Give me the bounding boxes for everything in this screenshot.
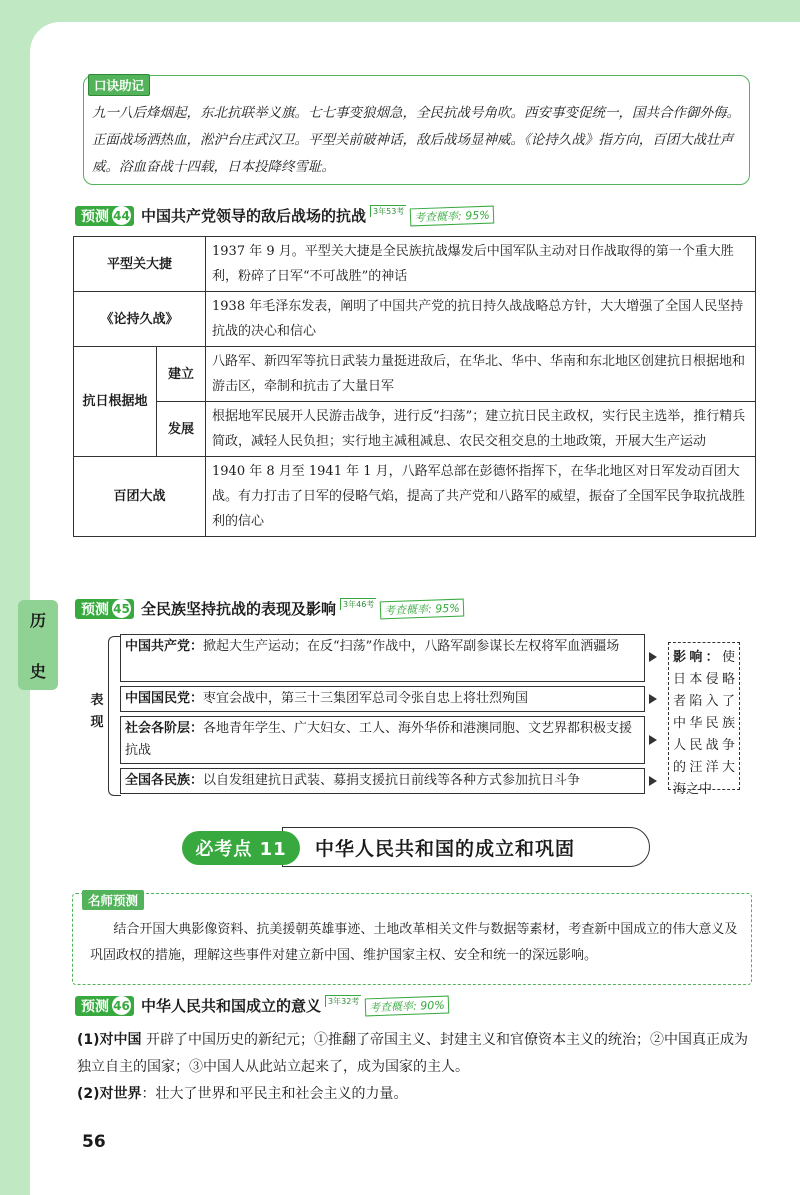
- significance-china: [77, 1027, 752, 1081]
- exam-probability: 考查概率: 95%: [410, 205, 494, 226]
- impact-head: 影响：: [673, 650, 722, 665]
- teacher-prediction-text: 结合开国大典影像资料、抗美援朝英雄事迹、土地改革相关文件与数据等素材，考查新中国成立的伟大意义及巩固政权的措施，理解这些事件对建立新中国、维护国家主权、安全和统一的深远影响。: [90, 922, 738, 963]
- key-point-header: [182, 825, 650, 871]
- item-head: 中国共产党：: [125, 639, 204, 654]
- significance-world: [77, 1081, 752, 1108]
- prediction-45-header: [75, 598, 464, 619]
- item-body: 以自发组建抗日武装、募捐支援抗日前线等各种方式参加抗日斗争: [203, 773, 581, 788]
- subject-tab-char: 历: [29, 611, 46, 630]
- prediction-label: 预测: [81, 998, 109, 1015]
- prediction-title: 中华人民共和国成立的意义: [141, 997, 322, 1015]
- arrow-icon: [649, 652, 657, 662]
- sub-head: 建立: [157, 347, 206, 402]
- key-point-badge: 必考点 11: [182, 831, 300, 865]
- row-body: 八路军、新四军等抗日武装力量挺进敌后，在华北、华中、华南和东北地区创建抗日根据地和游击区，牵制和抗击了大量日军: [206, 347, 756, 402]
- page-number: 56: [82, 1132, 106, 1152]
- prediction-badge: [75, 206, 134, 226]
- para-head: (1)对中国: [77, 1032, 142, 1048]
- row-body: 1938 年毛泽东发表，阐明了中国共产党的抗日持久战战略总方针，大大增强了全国人民坚持抗战的决心和信心: [206, 292, 756, 347]
- prediction-badge: [75, 599, 134, 619]
- key-point-title: 中华人民共和国的成立和巩固: [282, 827, 650, 867]
- prediction-46-content: [77, 1027, 752, 1108]
- para-body: 开辟了中国历史的新纪元；①推翻了帝国主义、封建主义和官僚资本主义的统治；②中国真正成为独立自主的国家；③中国人从此站立起来了，成为国家的主人。: [77, 1032, 748, 1075]
- arrow-icon: [649, 694, 657, 704]
- teacher-prediction-tag: 名师预测: [82, 890, 144, 910]
- table-row: [74, 237, 756, 292]
- manifestation-item: [120, 716, 645, 764]
- prediction-label: 预测: [81, 601, 109, 618]
- label-char: 表: [90, 693, 104, 708]
- prediction-46-header: [75, 995, 449, 1016]
- para-head: (2)对世界: [77, 1086, 142, 1102]
- exam-frequency: 3年46考: [340, 598, 376, 610]
- arrow-icon: [649, 735, 657, 745]
- mnemonic-tag: 口诀助记: [88, 74, 150, 96]
- table-row: [74, 457, 756, 537]
- subject-tab-char: 史: [29, 662, 46, 681]
- prediction-title: 全民族坚持抗战的表现及影响: [141, 600, 337, 618]
- manifestation-label: [88, 690, 106, 734]
- row-body: 1940 年 8 月至 1941 年 1 月，八路军总部在彭德怀指挥下，在华北地区对日军发动百团大战。有力打击了日军的侵略气焰，提高了共产党和八路军的威望，振奋了全国军民争取抗战胜利的信心: [206, 457, 756, 537]
- item-body: 各地青年学生、广大妇女、工人、海外华侨和港澳同胞、文艺界都积极支援抗战: [125, 721, 633, 758]
- prediction-number: 46: [112, 996, 131, 1015]
- item-body: 枣宜会战中，第三十三集团军总司令张自忠上将壮烈殉国: [203, 691, 529, 706]
- row-head: 抗日根据地: [74, 347, 157, 457]
- para-body: ：壮大了世界和平民主和社会主义的力量。: [141, 1086, 408, 1102]
- prediction-badge: [75, 996, 134, 1016]
- subject-tab: [18, 600, 58, 690]
- impact-box: [668, 642, 740, 797]
- prediction-title: 中国共产党领导的敌后战场的抗战: [141, 207, 367, 225]
- mnemonic-text: 九一八后烽烟起，东北抗联举义旗。七七事变狼烟急，全民抗战号角吹。西安事变促统一，国共合作御外侮。正面战场洒热血，淞沪台庄武汉卫。平型关前破神话，敌后战场显神威。《论持久战》指方向，百团大战壮声威。浴血奋战十四载，日本投降终雪耻。: [92, 105, 740, 175]
- item-head: 社会各阶层：: [125, 721, 204, 736]
- table-row: [74, 292, 756, 347]
- exam-frequency: 3年53考: [370, 205, 406, 217]
- table-row: [74, 347, 756, 402]
- impact-body: 使日本侵略者陷入了中华民族人民战争的汪洋大海之中: [673, 650, 735, 797]
- row-body: 1937 年 9 月。平型关大捷是全民族抗战爆发后中国军队主动对日作战取得的第一个重大胜利，粉碎了日军“不可战胜”的神话: [206, 237, 756, 292]
- prediction-44-table: [73, 236, 756, 537]
- row-head: 《论持久战》: [74, 292, 206, 347]
- row-body: 根据地军民展开人民游击战争，进行反“扫荡”；建立抗日民主政权，实行民主选举，推行精兵简政，减轻人民负担；实行地主减租减息、农民交租交息的土地政策，开展大生产运动: [206, 402, 756, 457]
- prediction-44-header: [75, 205, 494, 226]
- item-body: 掀起大生产运动；在反“扫荡”作战中，八路军副参谋长左权将军血洒疆场: [203, 639, 620, 654]
- prediction-label: 预测: [81, 208, 109, 225]
- manifestation-item: [120, 634, 645, 682]
- exam-probability: 考查概率: 95%: [380, 598, 464, 619]
- sub-head: 发展: [157, 402, 206, 457]
- label-char: 现: [90, 715, 104, 730]
- prediction-number: 45: [112, 599, 131, 618]
- row-head: 百团大战: [74, 457, 206, 537]
- row-head: 平型关大捷: [74, 237, 206, 292]
- manifestation-item: [120, 686, 645, 712]
- item-head: 中国国民党：: [125, 691, 204, 706]
- prediction-number: 44: [112, 206, 131, 225]
- exam-frequency: 3年32考: [325, 995, 361, 1007]
- item-head: 全国各民族：: [125, 773, 204, 788]
- arrow-icon: [649, 776, 657, 786]
- exam-probability: 考查概率: 90%: [365, 995, 449, 1016]
- manifestation-item: [120, 768, 645, 794]
- table-row: [74, 402, 756, 457]
